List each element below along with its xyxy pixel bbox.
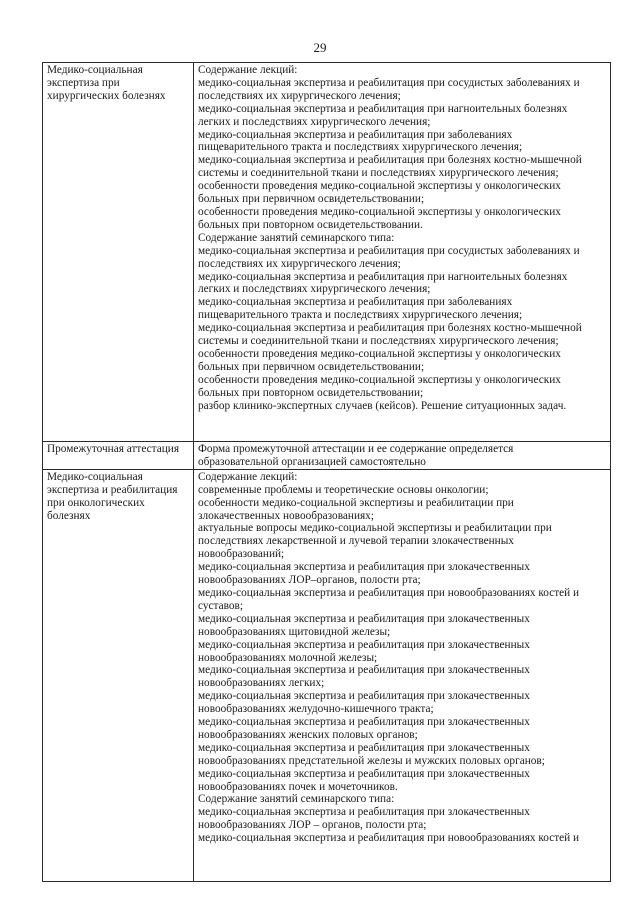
text-line: медико-социальная экспертиза и реабилитация при нагноительных болезнях: [198, 270, 568, 283]
text-line: медико-социальная экспертиза и реабилитация при злокачественных: [198, 561, 530, 574]
topic-line: Медико-социальная: [47, 64, 143, 76]
list-item: [198, 400, 606, 413]
text-line: пищеварительного тракта и последствиях хирургического лечения;: [198, 309, 523, 322]
list-item: [198, 348, 606, 374]
text-line: медико-социальная экспертиза и реабилитация при злокачественных: [198, 767, 530, 780]
text-line: особенности проведения медико-социальной экспертизы у онкологических: [198, 205, 561, 218]
list-item: [198, 664, 606, 690]
topic-line: при онкологических: [47, 496, 145, 509]
topic-cell: [43, 442, 194, 470]
list-item: [198, 613, 606, 639]
text-line: медико-социальная экспертиза и реабилитация при заболеваниях: [198, 128, 513, 141]
text-line: злокачественных новообразованиях;: [198, 509, 374, 522]
topic-cell: [43, 469, 194, 881]
text-line: больных при повторном освидетельствовании;: [198, 386, 424, 399]
text-line: системы и соединительной ткани и последствиях хирургического лечения;: [198, 167, 559, 180]
text-line: медико-социальная экспертиза и реабилитация при болезнях костно-мышечной: [198, 154, 582, 167]
text-line: системы и соединительной ткани и последствиях хирургического лечения;: [198, 335, 559, 348]
text-line: медико-социальная экспертиза и реабилитация при злокачественных: [198, 612, 530, 625]
list-item: [198, 245, 606, 271]
list-item: [198, 206, 606, 232]
text-line: новообразований;: [198, 548, 285, 561]
text-line: новообразованиях почек и мочеточников.: [198, 780, 398, 793]
list-item: [198, 322, 606, 348]
list-item: [198, 716, 606, 742]
topic-cell: [43, 63, 194, 442]
paragraph: [198, 443, 606, 469]
section-header: Содержание занятий семинарского типа:: [198, 231, 395, 244]
text-line: особенности проведения медико-социальной экспертизы у онкологических: [198, 347, 561, 360]
list-item: [198, 271, 606, 297]
text-line: медико-социальная экспертиза и реабилитация при болезнях костно-мышечной: [198, 322, 582, 335]
text-line: особенности медико-социальной экспертизы и реабилитации при: [198, 496, 514, 509]
list-item: [198, 587, 606, 613]
text-line: медико-социальная экспертиза и реабилитация при сосудистых заболеваниях и: [198, 76, 580, 89]
section-header: Содержание занятий семинарского типа:: [198, 793, 395, 806]
list-item: [198, 296, 606, 322]
list-item: [198, 742, 606, 768]
topic-line: Промежуточная аттестация: [47, 443, 180, 455]
list-item: [198, 129, 606, 155]
content-cell: [194, 442, 611, 470]
topic-line: экспертиза при: [47, 76, 120, 89]
text-line: современные проблемы и теоретические основы онкологии;: [198, 483, 489, 496]
text-line: новообразованиях ЛОР–органов, полости рта;: [198, 574, 421, 587]
table-row: [43, 469, 611, 881]
topic-line: болезнях: [47, 509, 91, 522]
list-item: [198, 154, 606, 180]
text-line: легких и последствиях хирургического лечения;: [198, 115, 431, 128]
content-cell: [194, 469, 611, 881]
curriculum-table: [42, 62, 611, 882]
page-number: 29: [313, 40, 327, 55]
list-item: [198, 77, 606, 103]
text-line: последствиях лекарственной и лучевой терапии злокачественных: [198, 535, 514, 548]
text-line: актуальные вопросы медико-социальной экспертизы и реабилитации при: [198, 522, 552, 535]
text-line: медико-социальная экспертиза и реабилитация при нагноительных болезнях: [198, 102, 568, 115]
list-item: [198, 522, 606, 561]
text-line: больных при повторном освидетельствовании.: [198, 218, 423, 231]
list-item: [198, 690, 606, 716]
topic-line: экспертиза и реабилитация: [47, 483, 178, 496]
topic-line: хирургических болезнях: [47, 89, 166, 102]
list-item: [198, 832, 606, 845]
text-line: больных при первичном освидетельствовании;: [198, 360, 425, 373]
content-cell: [194, 63, 611, 442]
text-line: медико-социальная экспертиза и реабилитация при новообразованиях костей и: [198, 586, 580, 599]
text-line: медико-социальная экспертиза и реабилитация при злокачественных: [198, 690, 530, 703]
text-line: новообразованиях предстательной железы и мужских половых органов;: [198, 754, 545, 767]
text-line: новообразованиях легких;: [198, 677, 325, 690]
section-header: Содержание лекций:: [198, 64, 298, 76]
text-line: новообразованиях щитовидной железы;: [198, 625, 391, 638]
list-item: [198, 374, 606, 400]
list-item: [198, 806, 606, 832]
list-item: [198, 180, 606, 206]
list-item: [198, 484, 606, 497]
list-item: [198, 497, 606, 523]
text-line: медико-социальная экспертиза и реабилитация при сосудистых заболеваниях и: [198, 244, 580, 257]
text-line: медико-социальная экспертиза и реабилитация при злокачественных: [198, 741, 530, 754]
text-line: новообразованиях женских половых органов;: [198, 728, 418, 741]
text-line: новообразованиях молочной железы;: [198, 651, 378, 664]
text-line: медико-социальная экспертиза и реабилитация при заболеваниях: [198, 296, 513, 309]
text-line: суставов;: [198, 599, 243, 612]
table-row: [43, 442, 611, 470]
table-row: [43, 63, 611, 442]
text-line: медико-социальная экспертиза и реабилитация при злокачественных: [198, 638, 530, 651]
text-line: разбор клинико-экспертных случаев (кейсов). Решение ситуационных задач.: [198, 399, 567, 412]
text-line: медико-социальная экспертиза и реабилитация при злокачественных: [198, 664, 530, 677]
list-item: [198, 103, 606, 129]
text-line: пищеварительного тракта и последствиях хирургического лечения;: [198, 141, 523, 154]
text-line: медико-социальная экспертиза и реабилитация при злокачественных: [198, 716, 530, 729]
text-line: образовательной организацией самостоятельно: [198, 455, 426, 468]
section-header: Содержание лекций:: [198, 470, 298, 483]
text-line: последствиях их хирургического лечения;: [198, 89, 401, 102]
list-item: [198, 639, 606, 665]
text-line: особенности проведения медико-социальной экспертизы у онкологических: [198, 373, 561, 386]
text-line: медико-социальная экспертиза и реабилитация при новообразованиях костей и: [198, 832, 580, 845]
text-line: последствиях их хирургического лечения;: [198, 257, 401, 270]
topic-line: Медико-социальная: [47, 470, 143, 483]
text-line: Форма промежуточной аттестации и ее содержание определяется: [198, 443, 514, 455]
text-line: новообразованиях желудочно-кишечного тракта;: [198, 703, 434, 716]
text-line: больных при первичном освидетельствовании;: [198, 193, 425, 206]
text-line: легких и последствиях хирургического лечения;: [198, 283, 431, 296]
text-line: медико-социальная экспертиза и реабилитация при злокачественных: [198, 806, 530, 819]
list-item: [198, 768, 606, 794]
text-line: особенности проведения медико-социальной экспертизы у онкологических: [198, 180, 561, 193]
list-item: [198, 561, 606, 587]
text-line: новообразованиях ЛОР – органов, полости рта;: [198, 819, 427, 832]
